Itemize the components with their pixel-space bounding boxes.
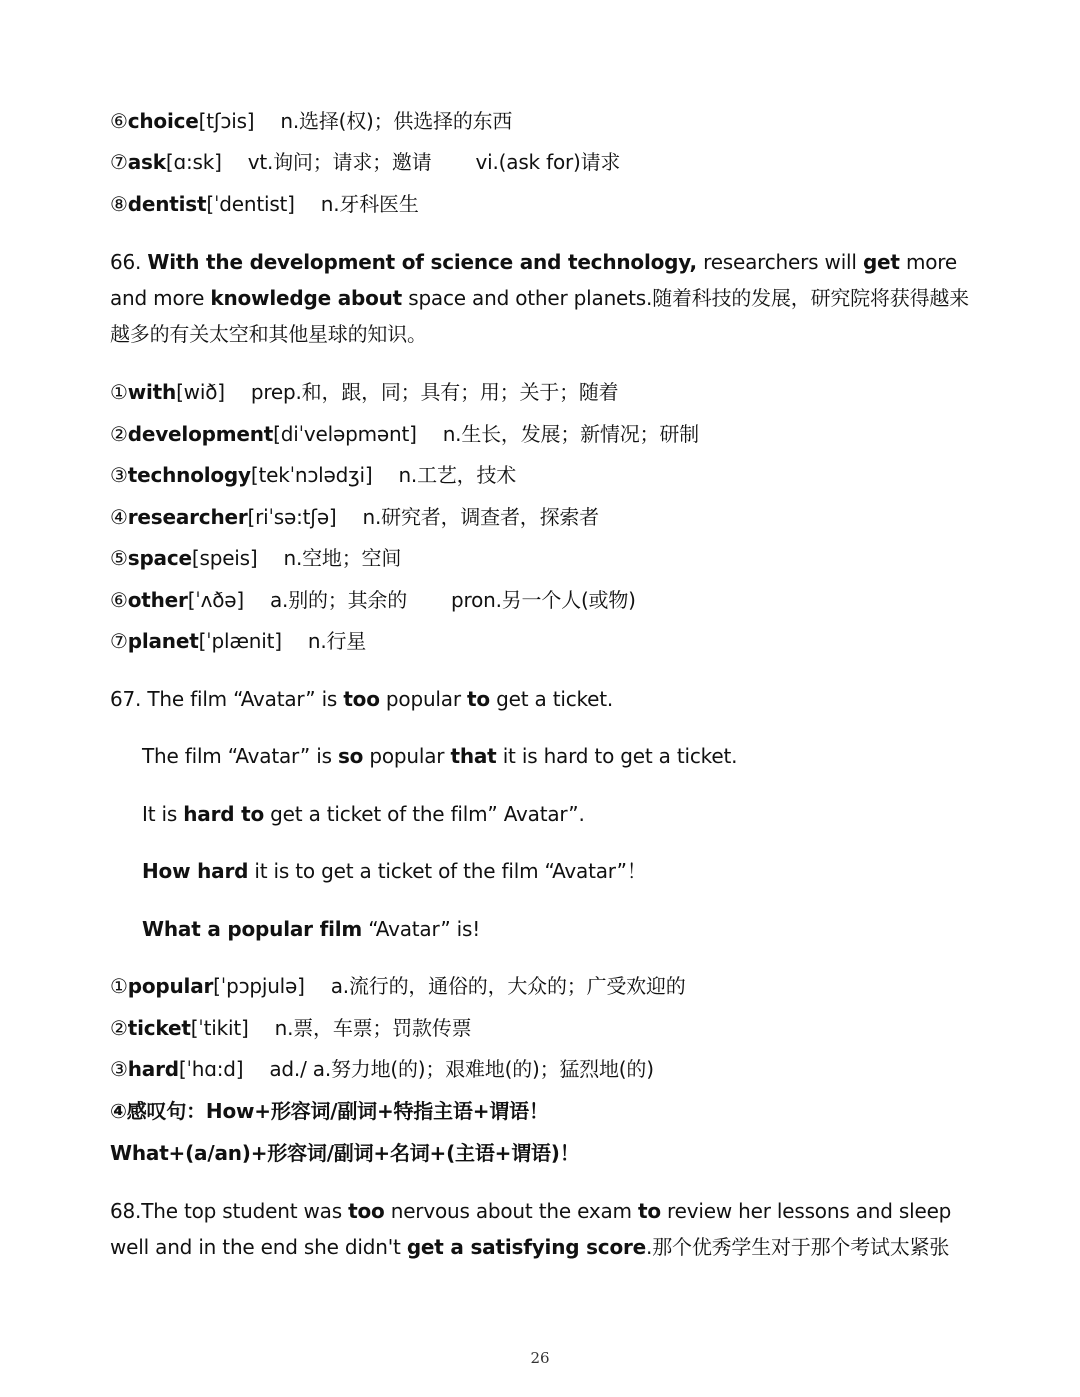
vocab-with: ①with[wið] prep.和，跟，同；具有；用；关于；随着 [110,380,619,404]
vocab-other: ⑥other[ˈʌðə] a.别的；其余的 pron.另一个人(或物) [110,588,636,612]
vocab-popular: ①popular[ˈpɔpjulə] a.流行的，通俗的，大众的；广受欢迎的 [110,974,686,998]
vocab-researcher: ④researcher[riˈsə:tʃə] n.研究者，调查者，探索者 [110,505,599,529]
vocab-hard: ③hard[ˈhɑ:d] ad./ a.努力地(的)；艰难地(的)；猛烈地(的) [110,1057,654,1081]
page-number: 26 [530,1349,550,1367]
sentence-67-1: 67. The film “Avatar” is too popular to get a ticket. [110,687,614,711]
vocab-dentist: ⑧dentist[ˈdentist] n.牙科医生 [110,192,419,216]
vocab-space: ⑤space[speis] n.空地；空间 [110,546,402,570]
sentence-67-2: The film “Avatar” is so popular that it is hard to get a ticket. [142,744,738,768]
vocab-choice: ⑥choice[tʃɔis] n.选择(权)；供选择的东西 [110,109,513,133]
sentence-66: 66. With the development of science and technology, researchers will get more and more knowledge about space and other planets.随着科技的发展，研究院将获得越来越多的有关太空和其他星球的知识。 [110,250,969,346]
sentence-67-5: What a popular film “Avatar” is! [142,917,481,941]
vocab-ticket: ②ticket[ˈtikit] n.票，车票；罚款传票 [110,1016,472,1040]
exclamation-what: What+(a/an)+形容词/副词+名词+(主语+谓语)！ [110,1141,580,1165]
exclamation-how: ④感叹句：How+形容词/副词+特指主语+谓语！ [110,1099,549,1123]
sentence-67-4: How hard it is to get a ticket of the film “Avatar”！ [142,859,647,883]
vocab-planet: ⑦planet[ˈplænit] n.行星 [110,629,367,653]
sentence-67-3: It is hard to get a ticket of the film” Avatar”. [142,802,585,826]
vocab-development: ②development[diˈveləpmənt] n.生长，发展；新情况；研制 [110,422,699,446]
vocab-ask: ⑦ask[ɑ:sk] vt.询问；请求；邀请 vi.(ask for)请求 [110,150,621,174]
vocab-technology: ③technology[tekˈnɔlədʒi] n.工艺，技术 [110,463,517,487]
sentence-68: 68.The top student was too nervous about the exam to review her lessons and sleep well and in the end she didn't get a satisfying score.那个优秀学生对于那个考试太紧张 [110,1199,952,1259]
